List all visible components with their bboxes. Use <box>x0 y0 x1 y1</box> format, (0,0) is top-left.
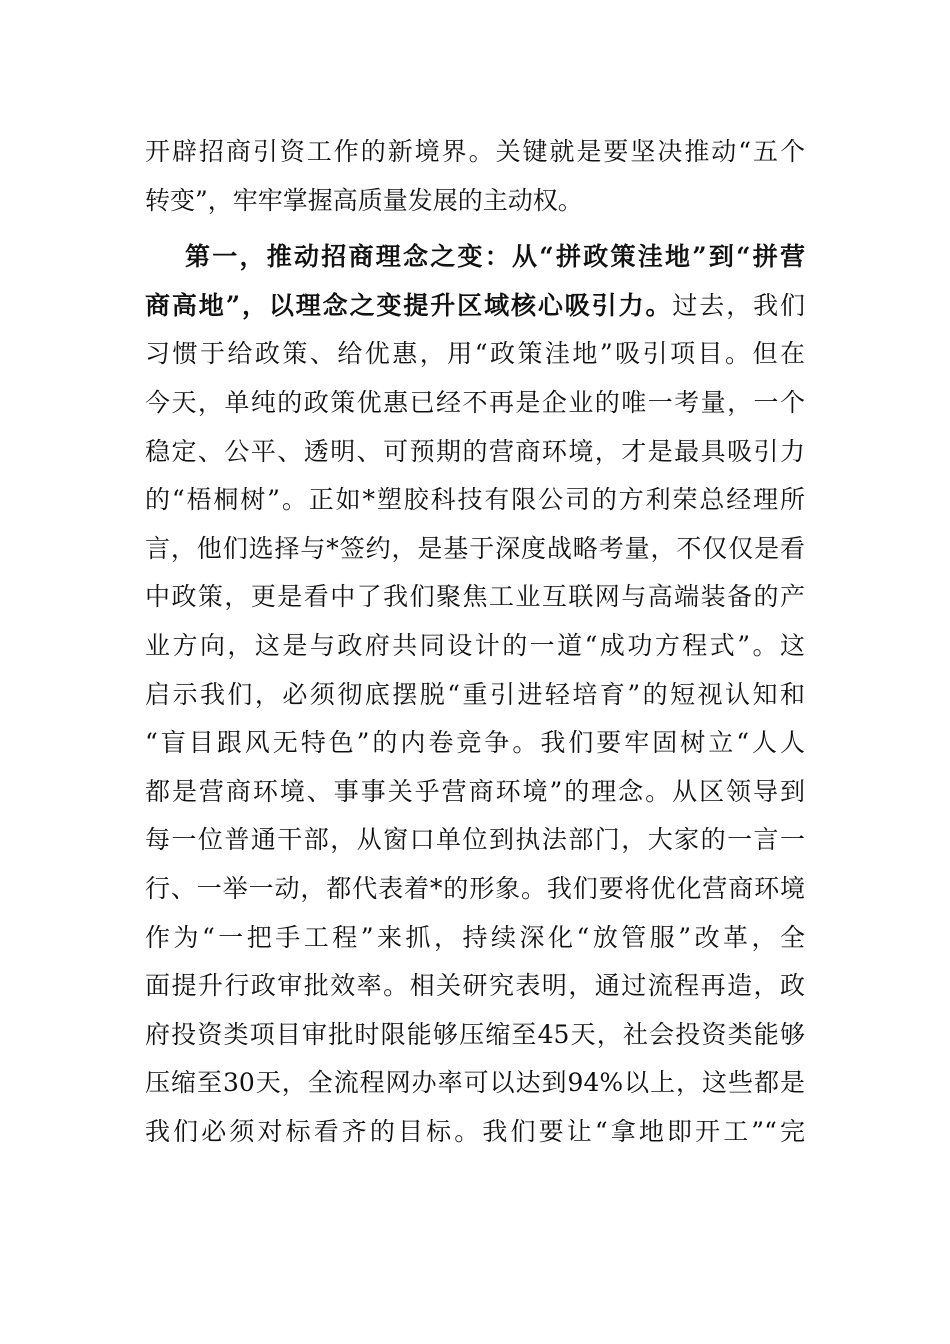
paragraph-2 <box>145 233 805 1156</box>
text-line: 我们必须对标看齐的目标。我们要让“拿地即开工”“完 <box>145 1116 805 1146</box>
text-line: 的“梧桐树”。正如*塑胶科技有限公司的方利荣总经理所 <box>145 485 805 515</box>
text-line: 开辟招商引资工作的新境界。关键就是要坚决推动“五个 <box>145 137 805 166</box>
text-line: 府投资类项目审批时限能够压缩至45天，社会投资类能够 <box>145 1019 805 1049</box>
text-line: 启示我们，必须彻底摆脱“重引进轻培育”的短视认知和 <box>145 679 805 709</box>
text-line: 面提升行政审批效率。相关研究表明，通过流程再造，政 <box>145 971 805 1001</box>
text-line: 今天，单纯的政策优惠已经不再是企业的唯一考量，一个 <box>145 387 805 417</box>
text-line: 每一位普通干部，从窗口单位到执法部门，大家的一言一 <box>145 825 805 855</box>
section-heading-line: 第一，推动招商理念之变：从“拼政策洼地”到“拼营 <box>185 242 805 272</box>
paragraph-gap <box>145 225 805 233</box>
text-run: 过去，我们 <box>672 290 805 320</box>
section-heading-end: 商高地”，以理念之变提升区域核心吸引力。 <box>145 290 673 320</box>
text-line: 业方向，这是与政府共同设计的一道“成功方程式”。这 <box>145 630 805 660</box>
text-line: “盲目跟风无特色”的内卷竞争。我们要牢固树立“人人 <box>145 728 805 758</box>
text-line: 作为“一把手工程”来抓，持续深化“放管服”改革，全 <box>145 922 805 952</box>
paragraph-1 <box>145 128 805 225</box>
text-line: 行、一举一动，都代表着*的形象。我们要将优化营商环境 <box>145 873 805 903</box>
text-line: 稳定、公平、透明、可预期的营商环境，才是最具吸引力 <box>145 436 805 466</box>
text-line <box>145 282 805 331</box>
text-line: 转变”，牢牢掌握高质量发展的主动权。 <box>145 185 583 215</box>
text-line: 都是营商环境、事事关乎营商环境”的理念。从区领导到 <box>145 776 805 806</box>
text-line: 中政策，更是看中了我们聚焦工业互联网与高端装备的产 <box>145 582 805 612</box>
text-line: 压缩至30天，全流程网办率可以达到94%以上，这些都是 <box>145 1068 805 1098</box>
document-body <box>145 128 805 1156</box>
text-line: 习惯于给政策、给优惠，用“政策洼地”吸引项目。但在 <box>145 339 805 369</box>
text-line: 言，他们选择与*签约，是基于深度战略考量，不仅仅是看 <box>145 533 805 563</box>
